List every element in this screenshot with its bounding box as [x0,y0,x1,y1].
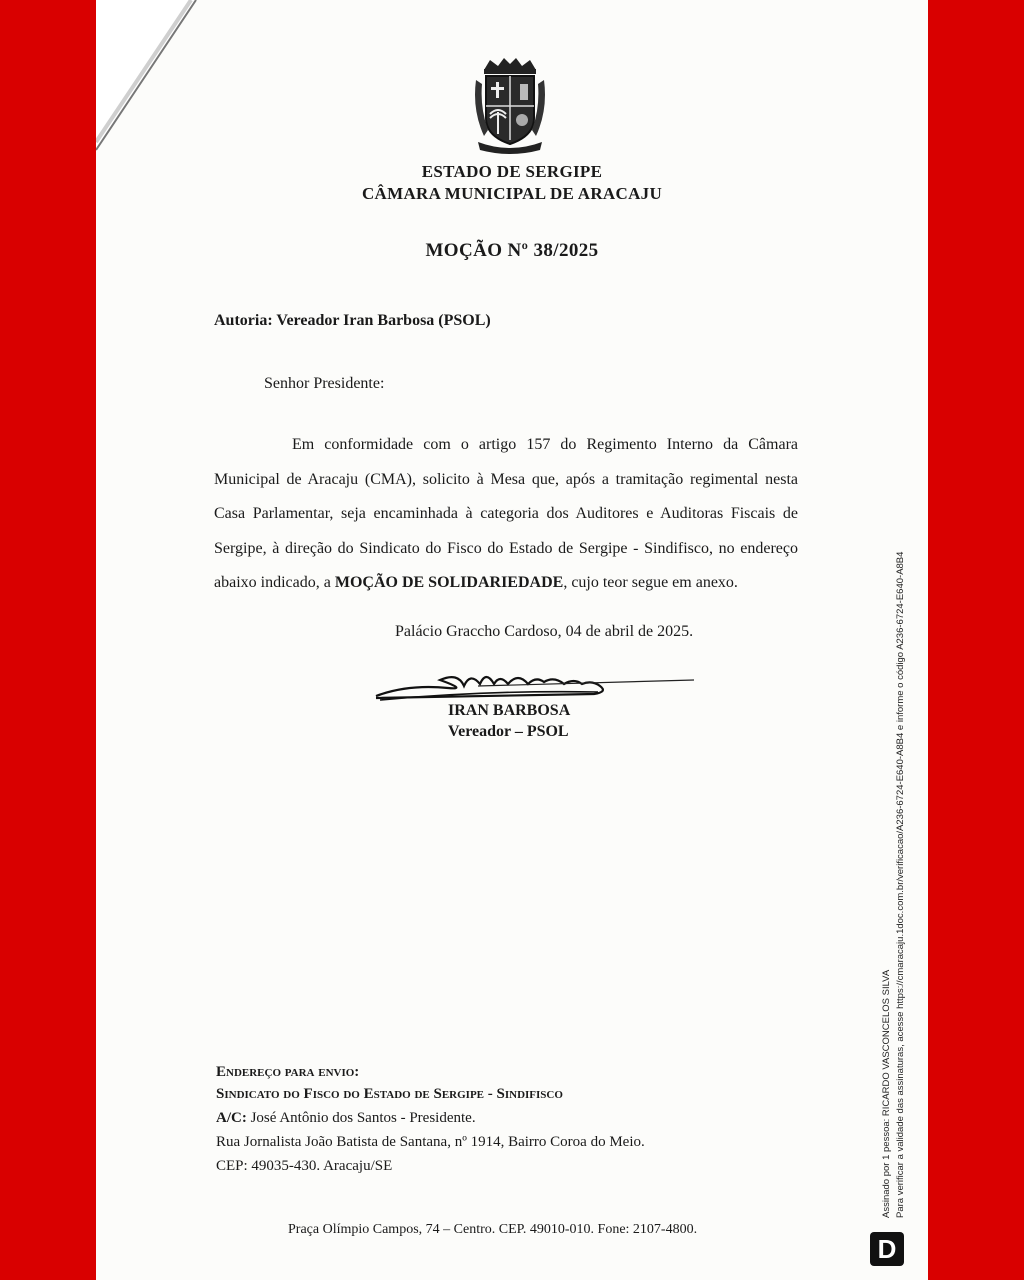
place-and-date: Palácio Graccho Cardoso, 04 de abril de 2025. [395,623,694,640]
address-cep: CEP: 49035-430. Aracaju/SE [216,1158,393,1174]
state-heading: ESTADO DE SERGIPE [421,162,603,181]
chamber-heading: CÂMARA MUNICIPAL DE ARACAJU [361,184,663,203]
body-paragraph [214,428,798,601]
signatory-role: Vereador – PSOL [448,723,569,740]
body-text-part2: , cujo teor segue em anexo. [563,574,738,591]
body-text-part1: Em conformidade com o artigo 157 do Regimento Interno da Câmara Municipal de Aracaju (CMA), solicito à Mesa que, após a tramitação regimental nesta Casa Parlamentar, seja encaminhada à categoria dos Auditores e Auditoras Fiscais de Sergipe, à direção do Sindicato do Fisco do Estado de Sergipe - Sindifisco, no endereço abaixo indicado, a [214,436,798,591]
1doc-logo-icon: D [870,1232,904,1266]
attention-value: José Antônio dos Santos - Presidente. [246,1110,476,1126]
stamp-signed-by: Assinado por 1 pessoa: RICARDO VASCONCELOS SILVA [881,969,892,1218]
signatory-name: IRAN BARBOSA [448,702,571,719]
attention-label: A/C: [216,1110,247,1126]
digital-signature-stamp [880,552,908,1218]
authorship-line: Autoria: Vereador Iran Barbosa (PSOL) [214,312,491,329]
body-text-emphasis: MOÇÃO DE SOLIDARIEDADE [334,574,564,591]
address-heading: Endereço para envio: [216,1064,360,1080]
stamp-verification-link[interactable]: Para verificar a validade das assinaturas, acesse https://cmaracaju.1doc.com.br/verificacao/A236-6724-E640-A8B4 e informe o código A236-6724-E640-A8B4 [895,551,906,1218]
salutation: Senhor Presidente: [264,375,385,392]
footer-address: Praça Olímpio Campos, 74 – Centro. CEP. 49010-010. Fone: 2107-4800. [288,1222,698,1237]
city-coat-of-arms-icon [470,56,550,154]
address-organization: Sindicato do Fisco do Estado de Sergipe - Sindifisco [216,1086,563,1102]
address-street: Rua Jornalista João Batista de Santana, nº 1914, Bairro Coroa do Meio. [216,1134,645,1150]
address-attention [216,1110,476,1127]
document-title: MOÇÃO Nº 38/2025 [425,240,599,261]
